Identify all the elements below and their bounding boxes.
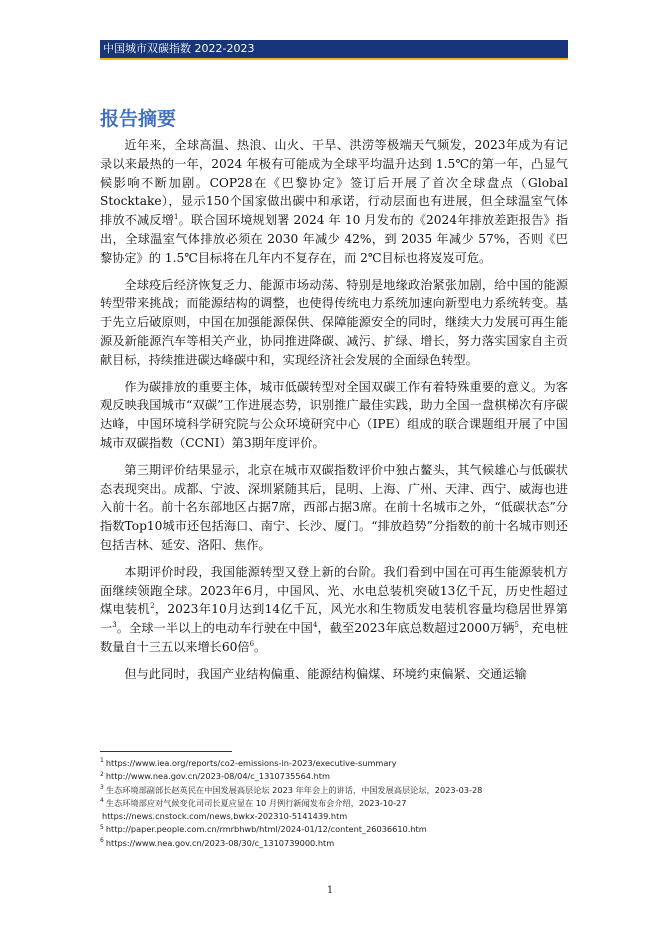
paragraph-5: 本期评价时段，我国能源转型又登上新的台阶。我们看到中国在可再生能源装机方面继续领跑全球。2023年6月，中国风、光、水电总装机突破13亿千瓦，历史性超过煤电装机$^2$，2023年10月达到14亿千瓦，风光水和生物质发电装机容量均稳居世界第一$^3$。全球一半以上的电动车行驶在中国$^4$，截至2023年底总数超过2000万辆$^5$，充电桩数量自十三五以来增长60倍$^6$。 [100, 564, 569, 654]
paragraph-4: 第三期评价结果显示，北京在城市双碳指数评价中独占鳌头，其气候雄心与低碳状态表现突出。成都、宁波、深圳紧随其后，昆明、上海、广州、天津、西宁、威海也进入前十名。前十名东部地区占据7席，西部占据3席。在前十名城市之外，“低碳状态”分指数Top10城市还包括海口、南宁、长沙、厦门。“排放趋势”分指数的前十名城市则还包括吉林、延安、洛阳、焦作。 [100, 462, 568, 552]
running-header-title: 中国城市双碳指数 2022-2023 [103, 42, 255, 55]
footnote-separator [100, 751, 232, 752]
footnote-ref-5[interactable]: 5 [514, 621, 519, 630]
page-number: 1 [326, 885, 334, 896]
footnote-number: 3 [100, 783, 104, 791]
footnote-number: 5 [100, 823, 104, 831]
paragraph-6: 但与此同时，我国产业结构偏重、能源结构偏煤、环境约束偏紧、交通运输 [124, 666, 527, 681]
footnote-item [100, 784, 570, 797]
footnote-number: 1 [100, 757, 104, 765]
footnote-item [100, 797, 570, 810]
footnote-item[interactable] [100, 823, 570, 836]
footnote-text: 生态环境部应对气候变化司司长夏应显在 10 月例行新闻发布会介绍，2023-10-27 [105, 797, 407, 808]
footnote-text: http://www.nea.gov.cn/2023-08/04/c_1310735564.htm [105, 771, 330, 782]
footnotes [100, 757, 570, 850]
footnote-ref-4[interactable]: 4 [312, 621, 318, 630]
footnote-number: 4 [100, 797, 104, 805]
running-header-bar [100, 40, 568, 60]
footnote-number: 6 [100, 837, 104, 845]
footnote-item[interactable] [100, 810, 570, 823]
footnote-item[interactable] [100, 770, 570, 783]
footnote-item[interactable] [100, 837, 570, 850]
footnote-ref-1[interactable]: 1 [173, 213, 179, 222]
footnote-ref-2[interactable]: 2 [150, 602, 155, 611]
footnote-text: https://www.iea.org/reports/co2-emissions-in-2023/executive-summary [105, 758, 397, 768]
footnote-number: 2 [100, 770, 104, 778]
footnote-text: https://news.cnstock.com/news,bwkx-202310-5141439.htm [102, 811, 348, 822]
footnote-text: http://paper.people.com.cn/rmrbhwb/html/2024-01/12/content_26036610.htm [105, 824, 427, 835]
paragraph-3: 作为碳排放的重要主体，城市低碳转型对全国双碳工作有着特殊重要的意义。为客观反映我国城市“双碳”工作进展态势，识别推广最佳实践，助力全国一盘棋梯次有序碳达峰，中国环境科学研究院与公众环境研究中心（IPE）组成的联合课题组开展了中国城市双碳指数（CCNI）第3期年度评价。 [100, 379, 568, 450]
body-text [100, 136, 568, 692]
footnote-text: https://www.nea.gov.cn/2023-08/30/c_1310739000.htm [105, 837, 335, 848]
footnote-item[interactable] [100, 757, 570, 770]
footnote-text: 生态环境部副部长赵英民在中国发展高层论坛 2023 年年会上的讲话，中国发展高层论坛，2023-03-28 [105, 784, 483, 795]
footnote-ref-6[interactable]: 6 [249, 639, 255, 648]
section-title: 报告摘要 [100, 108, 177, 130]
paragraph-1: 近年来，全球高温、热浪、山火、干旱、洪涝等极端天气频发，2023年成为有记录以来最热的一年，2024 年极有可能成为全球平均温升达到 1.5℃的第一年，凸显气候影响不断加剧。COP28在《巴黎协定》签订后开展了首次全球盘点（Global Stocktake），显示150个国家做出碳中和承诺，行动层面也有进展，但全球温室气体排放不减反增$^1$。联合国环境规划署 2024 年 10 月发布的《2024年排放差距报告》指出，全球温室气体排放必须在 2030 年减少 42%，到 2035 年减少 57%，否则《巴黎协定》的 1.5℃目标将在几年内不复存在，而 2℃目标也将岌岌可危。 [100, 138, 569, 265]
paragraph-2: 全球疫后经济恢复乏力、能源市场动荡、特别是地缘政治紧张加剧，给中国的能源转型带来挑战；而能源结构的调整，也使得传统电力系统加速向新型电力系统转变。基于先立后破原则，中国在加强能源保供、保障能源安全的同时，继续大力发展可再生能源及新能源汽车等相关产业，协同推进降碳、减污、扩绿、增长，努力落实国家自主贡献目标，持续推进碳达峰碳中和，实现经济社会发展的全面绿色转型。 [100, 277, 568, 367]
footnote-ref-3[interactable]: 3 [112, 621, 117, 630]
